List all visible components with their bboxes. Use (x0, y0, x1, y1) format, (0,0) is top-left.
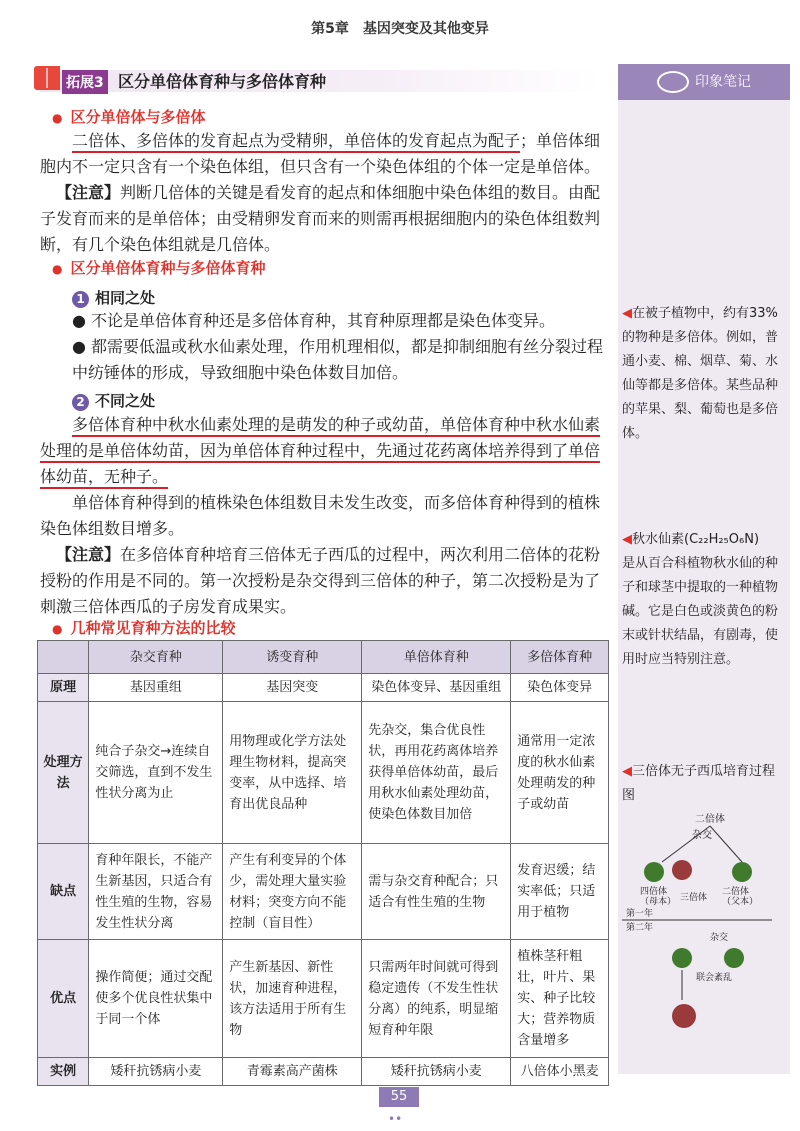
note-text: 在多倍体育种培育三倍体无子西瓜的过程中，两次利用二倍体的花粉授粉的作用是不同的。第一次授粉是杂交得到三倍体的种子，第二次授粉是为了刺激三倍体西瓜的子房发育成果实。 (40, 545, 601, 616)
table-header: 单倍体育种 (362, 641, 511, 674)
number-badge: 2 (72, 394, 89, 411)
row-label: 实例 (38, 1058, 89, 1086)
note-3-text: 三倍体无子西瓜培育过程图 (622, 764, 776, 803)
note-label: 【注意】 (56, 183, 121, 202)
diploid-plant-icon (732, 862, 752, 882)
note-text: 判断几倍体的关键是看发育的起点和体细胞中染色体组的数目。由配子发育而来的是单倍体；由受精卵发育而来的则需再根据细胞内的染色体组数判断，有几个染色体组就是几倍体。 (40, 183, 601, 254)
difference-paragraph-2: 单倍体育种得到的植株染色体组数目未发生改变，而多倍体育种得到的植株染色体组数目增多。 (40, 493, 601, 538)
table-cell: 产生有利变异的个体少，需处理大量实验材料；突变方向不能控制（盲目性） (223, 844, 362, 940)
table-header: 多倍体育种 (511, 641, 609, 674)
watermelon-icon (672, 860, 692, 880)
diagram-label-triploid: 三倍体 (680, 893, 708, 903)
s1-paragraph (40, 128, 606, 180)
sidebar-note-3 (622, 760, 782, 808)
s1-underlined-text: 二倍体、多倍体的发育起点为受精卵，单倍体的发育起点为配子 (72, 131, 520, 153)
section-1-title: ● 区分单倍体与多倍体 (52, 106, 206, 127)
sidebar-header (618, 64, 790, 100)
note-2-title: 秋水仙素(C₂₂H₂₅O₆N) (632, 532, 760, 547)
sidebar-note-2 (622, 528, 782, 672)
row-label: 缺点 (38, 844, 89, 940)
table-cell: 植株茎秆粗壮，叶片、果实、种子比较大；营养物质含量增多 (511, 940, 609, 1058)
table-row (38, 674, 609, 702)
table-header-row (38, 641, 609, 674)
table-row (38, 702, 609, 844)
sidebar-note-1 (622, 302, 782, 446)
table-header: 杂交育种 (89, 641, 223, 674)
s1-rest-text: ；单倍体细胞内不一定只含有一个染色体组，但只含有一个染色体组的个体一定是单倍体。 (40, 131, 601, 176)
pointer-icon: ◀ (622, 532, 632, 547)
s2-note (40, 542, 610, 620)
diagram-label-cross: 杂交 (692, 830, 712, 841)
table-cell: 只需两年时间就可得到稳定遗传（不发生性状分离）的纯系，明显缩短育种年限 (362, 940, 511, 1058)
chapter-header: 第5章 基因突变及其他变异 (311, 21, 489, 37)
table-cell: 需与杂交育种配合；只适合有性生殖的生物 (362, 844, 511, 940)
bullet-1: ● 不论是单倍体育种还是多倍体育种，其育种原理都是染色体变异。 (72, 311, 556, 330)
table-header: 诱变育种 (223, 641, 362, 674)
elephant-icon (657, 71, 689, 93)
diagram-label-father: （父本） (722, 897, 759, 907)
row-label: 处理方法 (38, 702, 89, 844)
diploid-plant-icon-2 (724, 948, 744, 968)
row-label: 原理 (38, 674, 89, 702)
diagram-arrow (662, 826, 710, 862)
triploid-plant-icon (672, 948, 692, 968)
diagram-label-mother: （母本） (640, 897, 677, 907)
diagram-arrow (710, 826, 742, 862)
diagram-label-diploid-2: 二倍体 (722, 887, 750, 897)
page-title: 区分单倍体育种与多倍体育种 (118, 72, 327, 91)
table-cell: 先杂交，集合优良性状，再用花药离体培养获得单倍体幼苗，最后用秋水仙素处理幼苗，使染色体数目加倍 (362, 702, 511, 844)
pointer-icon: ◀ (622, 306, 632, 321)
table-cell: 基因重组 (89, 674, 223, 702)
sub-different-label: 不同之处 (95, 392, 156, 410)
table-cell: 育种年限长，不能产生新基因，只适合有性生殖的生物，容易发生性状分离 (89, 844, 223, 940)
bullet-2: ● 都需要低温或秋水仙素处理，作用机理相似，都是抑制细胞有丝分裂过程中纺锤体的形成，导致细胞中染色体数目加倍。 (72, 337, 604, 382)
note-label: 【注意】 (56, 545, 121, 564)
diagram-label-year2: 第二年 (626, 923, 654, 933)
sub-different (72, 390, 155, 411)
difference-underlined: 多倍体育种中秋水仙素处理的是萌发的种子或幼苗，单倍体育种中秋水仙素处理的是单倍体幼苗，因为单倍体育种过程中，先通过花药离体培养得到了单倍体幼苗，无种子。 (40, 415, 600, 489)
note-1-text: 在被子植物中，约有33%的物种是多倍体。例如，普通小麦、棉、烟草、菊、水仙等都是多倍体。某些品种的苹果、梨、葡萄也是多倍体。 (622, 306, 779, 441)
comparison-table (37, 640, 609, 1086)
s1-note (40, 180, 606, 258)
difference-paragraph (40, 412, 610, 490)
note-2-text: 是从百合科植物秋水仙的种子和球茎中提取的一种植物碱。它是白色或淡黄色的粉末或针状结晶，有剧毒，使用时应当特别注意。 (622, 556, 779, 667)
page-number: 55 (379, 1087, 419, 1107)
seedless-watermelon-icon (672, 1004, 696, 1028)
table-cell: 青霉素高产菌株 (223, 1058, 362, 1086)
watermelon-breeding-diagram (622, 810, 782, 1060)
row-label: 优点 (38, 940, 89, 1058)
book-icon (34, 66, 60, 90)
table-cell: 通常用一定浓度的秋水仙素处理萌发的种子或幼苗 (511, 702, 609, 844)
number-badge: 1 (72, 291, 89, 308)
table-cell: 八倍体小黑麦 (511, 1058, 609, 1086)
section-3-title: ● 几种常见育种方法的比较 (52, 617, 236, 638)
diagram-label-tetraploid: 四倍体 (640, 887, 668, 897)
sub-same-label: 相同之处 (95, 289, 156, 307)
section-tag: 拓展3 (62, 70, 108, 94)
sub-same (72, 287, 155, 308)
pointer-icon: ◀ (622, 764, 632, 779)
table-cell: 染色体变异、基因重组 (362, 674, 511, 702)
table-cell: 矮秆抗锈病小麦 (362, 1058, 511, 1086)
table-cell: 产生新基因、新性状，加速育种进程，该方法适用于所有生物 (223, 940, 362, 1058)
diagram-label-diploid: 二倍体 (695, 814, 725, 825)
sidebar-title: 印象笔记 (695, 74, 751, 90)
tetraploid-plant-icon (644, 862, 664, 882)
table-header (38, 641, 89, 674)
table-cell: 用物理或化学方法处理生物材料，提高突变率，从中选择、培育出优良品种 (223, 702, 362, 844)
section-2-title: ● 区分单倍体育种与多倍体育种 (52, 257, 266, 278)
diagram-label-year1: 第一年 (626, 909, 654, 919)
diagram-label-sync: 联会紊乱 (696, 973, 733, 983)
bird-icon: •• (388, 1112, 403, 1126)
diagram-label-cross-2: 杂交 (710, 933, 729, 943)
table-cell: 染色体变异 (511, 674, 609, 702)
table-row (38, 1058, 609, 1086)
table-cell: 基因突变 (223, 674, 362, 702)
table-cell: 操作简便；通过交配使多个优良性状集中于同一个体 (89, 940, 223, 1058)
table-row (38, 940, 609, 1058)
table-cell: 矮秆抗锈病小麦 (89, 1058, 223, 1086)
table-cell: 发育迟缓；结实率低；只适用于植物 (511, 844, 609, 940)
table-cell: 纯合子杂交→连续自交筛选，直到不发生性状分离为止 (89, 702, 223, 844)
table-row (38, 844, 609, 940)
